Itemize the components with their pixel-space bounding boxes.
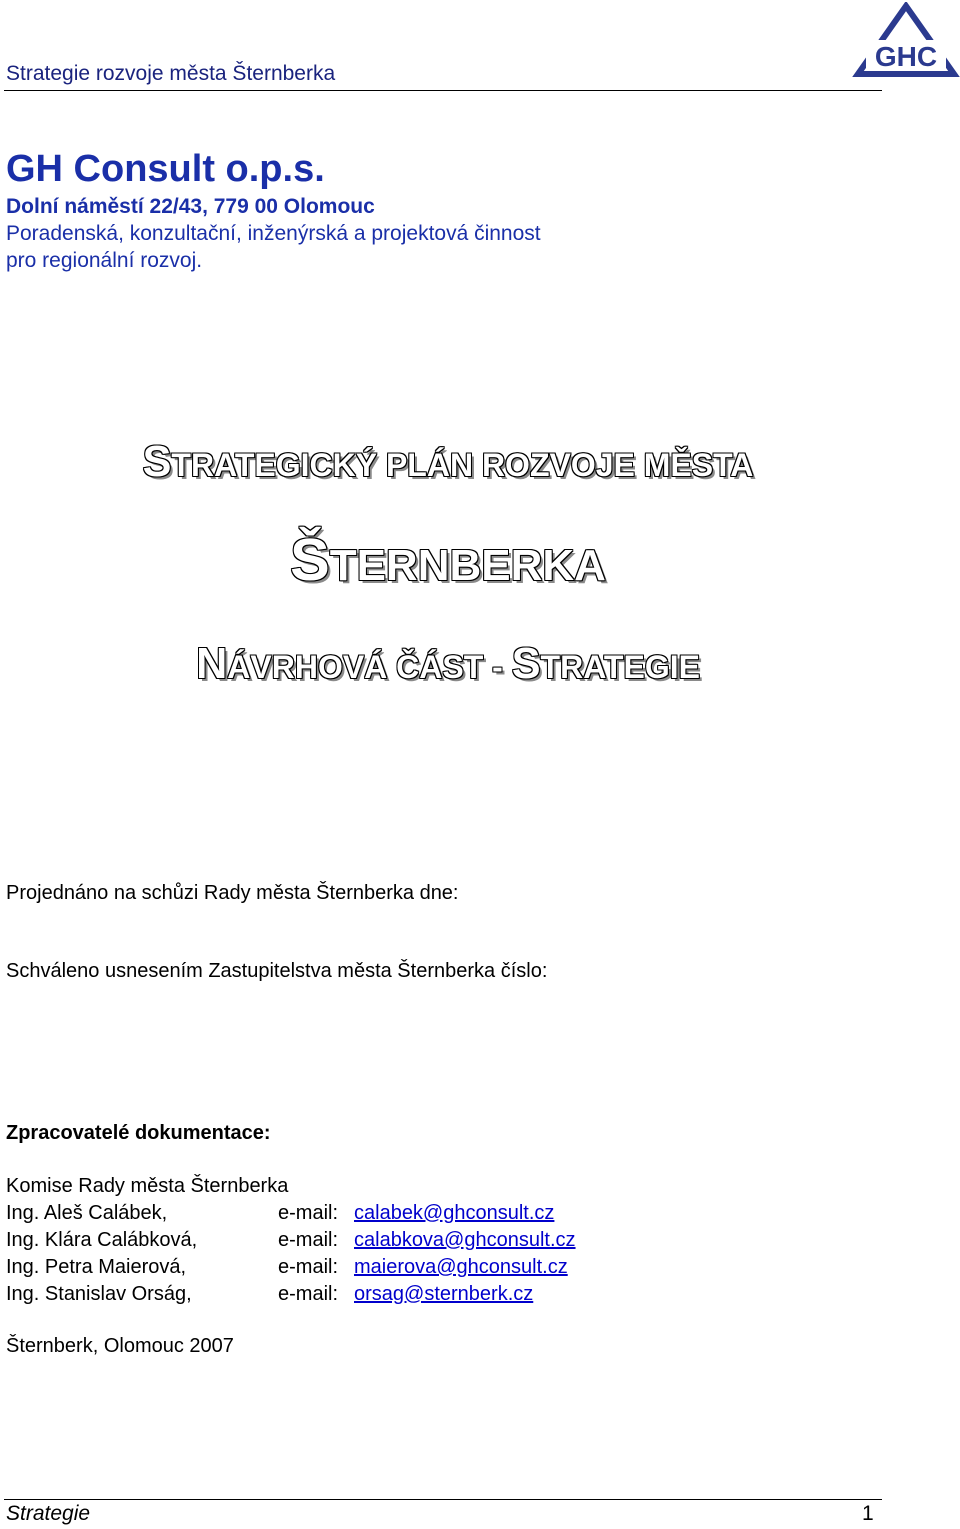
subtitle-initial: S xyxy=(511,640,541,688)
email-label: e-mail: xyxy=(278,1256,339,1278)
subtitle-text: ÁVRHOVÁ ČÁST xyxy=(227,649,484,685)
author-name: Ing. Aleš Calábek, xyxy=(6,1202,168,1224)
document-subtitle xyxy=(0,640,896,689)
ghc-logo-icon xyxy=(852,2,960,80)
page-number: 1 xyxy=(862,1502,874,1525)
header-title: Strategie rozvoje města Šternberka xyxy=(6,62,336,85)
author-email-link[interactable]: orsag@sternberk.cz xyxy=(354,1283,534,1305)
title-text: TERNBERKA xyxy=(329,541,606,590)
footer-section-title: Strategie xyxy=(6,1502,91,1525)
subtitle-initial: N xyxy=(196,640,228,688)
document-title-line1 xyxy=(0,438,896,487)
place-and-date: Šternberk, Olomouc 2007 xyxy=(6,1335,234,1357)
title-text: TRATEGICKÝ PLÁN ROZVOJE MĚSTA xyxy=(171,447,754,483)
title-initial: Š xyxy=(290,526,330,593)
company-description-line1: Poradenská, konzultační, inženýrská a projektová činnost xyxy=(6,222,541,245)
email-label: e-mail: xyxy=(278,1229,339,1251)
author-email-link[interactable]: maierova@ghconsult.cz xyxy=(354,1256,568,1278)
header-divider xyxy=(4,90,882,91)
company-description-line2: pro regionální rozvoj. xyxy=(6,249,203,272)
author-name: Ing. Petra Maierová, xyxy=(6,1256,187,1278)
author-email-link[interactable]: calabkova@ghconsult.cz xyxy=(354,1229,576,1251)
author-email-link[interactable]: calabek@ghconsult.cz xyxy=(354,1202,555,1224)
committee-name: Komise Rady města Šternberka xyxy=(6,1175,289,1197)
ghc-logo xyxy=(852,2,960,80)
author-name: Ing. Stanislav Orság, xyxy=(6,1283,192,1305)
council-approval-text: Projednáno na schůzi Rady města Šternberka dne: xyxy=(6,882,459,904)
author-name: Ing. Klára Calábková, xyxy=(6,1229,198,1251)
company-address: Dolní náměstí 22/43, 779 00 Olomouc xyxy=(6,195,375,218)
logo-text: GHC xyxy=(874,41,938,72)
company-name: GH Consult o.p.s. xyxy=(6,148,325,190)
email-label: e-mail: xyxy=(278,1202,339,1224)
footer-divider xyxy=(4,1499,882,1500)
subtitle-text: TRATEGIE xyxy=(540,649,700,685)
assembly-approval-text: Schváleno usnesením Zastupitelstva města Šternberka číslo: xyxy=(6,960,548,982)
document-title-line2 xyxy=(0,525,896,594)
prepared-by-heading: Zpracovatelé dokumentace: xyxy=(6,1122,271,1144)
email-label: e-mail: xyxy=(278,1283,339,1305)
title-initial: S xyxy=(142,438,172,486)
subtitle-separator: - xyxy=(483,649,512,685)
